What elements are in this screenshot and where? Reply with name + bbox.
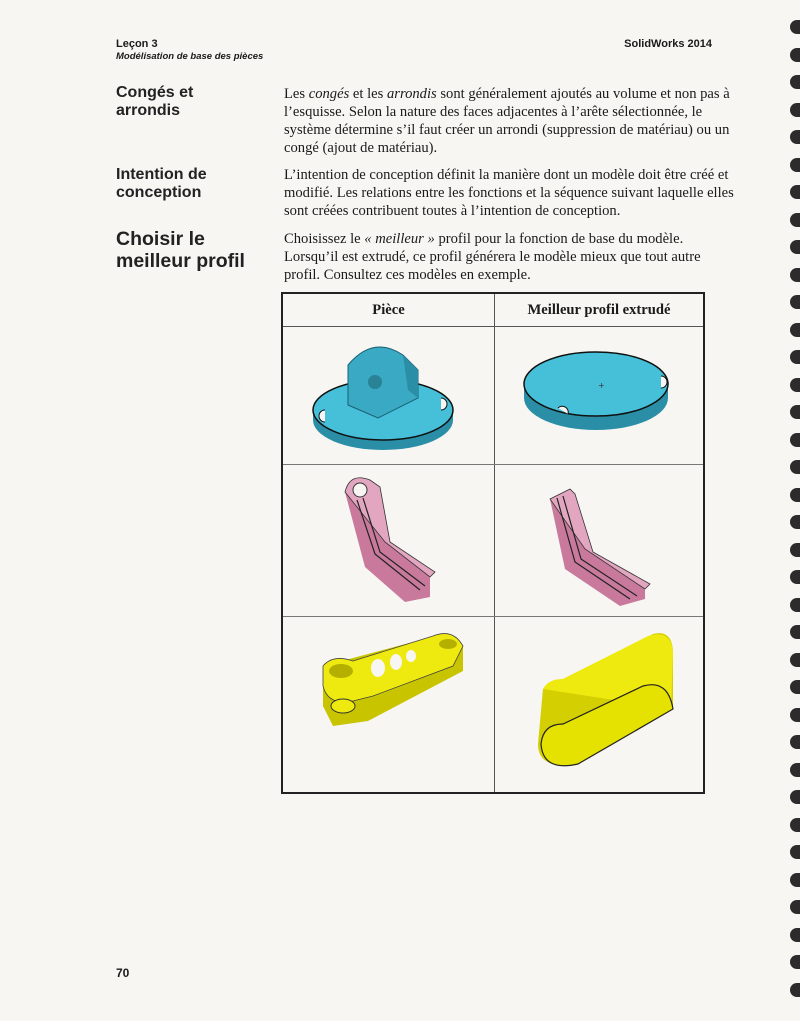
- pink-bracket-profile-image: [545, 474, 655, 609]
- binding-ring: [790, 653, 800, 667]
- binding-ring: [790, 158, 800, 172]
- lesson-label: Leçon 3: [116, 38, 158, 50]
- binding-ring: [790, 75, 800, 89]
- column-header-piece: Pièce: [283, 294, 494, 327]
- binding-ring: [790, 900, 800, 914]
- section-text-conges: Les congés et les arrondis sont généralement ajoutés au volume et non pas à l’esquisse. Selon la nature des faces adjacentes à l’arête sélectionnée, le système détermine s’il faut créer un arrondi (suppression de matériau) ou un congé (ajout de matériau).: [284, 86, 730, 156]
- binding-ring: [790, 543, 800, 557]
- section-text-profil: Choisissez le « meilleur » profil pour la fonction de base du modèle. Lorsqu’il est extrudé, ce profil générera le modèle mieux que tout autre profil. Consultez ces modèles en exemple.: [284, 231, 701, 283]
- binding-ring: [790, 130, 800, 144]
- yellow-link-part-image: [313, 626, 473, 736]
- binding-ring: [790, 955, 800, 969]
- yellow-link-profile-image: [523, 624, 683, 774]
- binding-ring: [790, 515, 800, 529]
- binding-ring: [790, 350, 800, 364]
- binding-ring: [790, 735, 800, 749]
- binding-ring: [790, 708, 800, 722]
- section-heading-profil: Choisir le meilleur profil: [116, 228, 245, 272]
- section-heading-conges: Congés et arrondis: [116, 84, 194, 119]
- binding-ring: [790, 20, 800, 34]
- binding-ring: [790, 488, 800, 502]
- binding-ring: [790, 240, 800, 254]
- binding-ring: [790, 185, 800, 199]
- section-text-intention: L’intention de conception définit la manière dont un modèle doit être créé et modifié. Les relations entre les fonctions et la séquence suivant laquelle elles sont créées contribuent toutes à l’intention de conception.: [284, 167, 734, 219]
- pink-bracket-part-image: [335, 472, 445, 612]
- svg-text:+: +: [598, 381, 605, 390]
- binding-ring: [790, 598, 800, 612]
- page-number: 70: [116, 966, 130, 980]
- binding-ring: [790, 460, 800, 474]
- binding-ring: [790, 213, 800, 227]
- binding-ring: [790, 268, 800, 282]
- binding-ring: [790, 295, 800, 309]
- binding-ring: [790, 378, 800, 392]
- cyan-disc-profile-image: [518, 336, 678, 446]
- column-divider: [494, 294, 495, 792]
- binding-ring: [790, 570, 800, 584]
- binding-ring: [790, 48, 800, 62]
- binding-ring: [790, 763, 800, 777]
- binding-ring: [790, 845, 800, 859]
- binding-ring: [790, 103, 800, 117]
- section-heading-intention: Intention de conception: [116, 166, 207, 201]
- binding-ring: [790, 873, 800, 887]
- binding-ring: [790, 818, 800, 832]
- binding-ring: [790, 405, 800, 419]
- profile-table: [281, 292, 705, 794]
- cyan-disc-part-image: [303, 330, 473, 460]
- binding-ring: [790, 983, 800, 997]
- binding-ring: [790, 625, 800, 639]
- binding-ring: [790, 433, 800, 447]
- binding-ring: [790, 928, 800, 942]
- header-left: [116, 38, 263, 63]
- row-divider: [283, 616, 703, 617]
- spiral-binding: [786, 20, 800, 1010]
- lesson-subtitle: Modélisation de base des pièces: [116, 51, 264, 62]
- product-label: SolidWorks 2014: [624, 38, 712, 50]
- binding-ring: [790, 323, 800, 337]
- row-divider: [283, 464, 703, 465]
- binding-ring: [790, 680, 800, 694]
- column-header-profile: Meilleur profil extrudé: [495, 294, 703, 327]
- binding-ring: [790, 790, 800, 804]
